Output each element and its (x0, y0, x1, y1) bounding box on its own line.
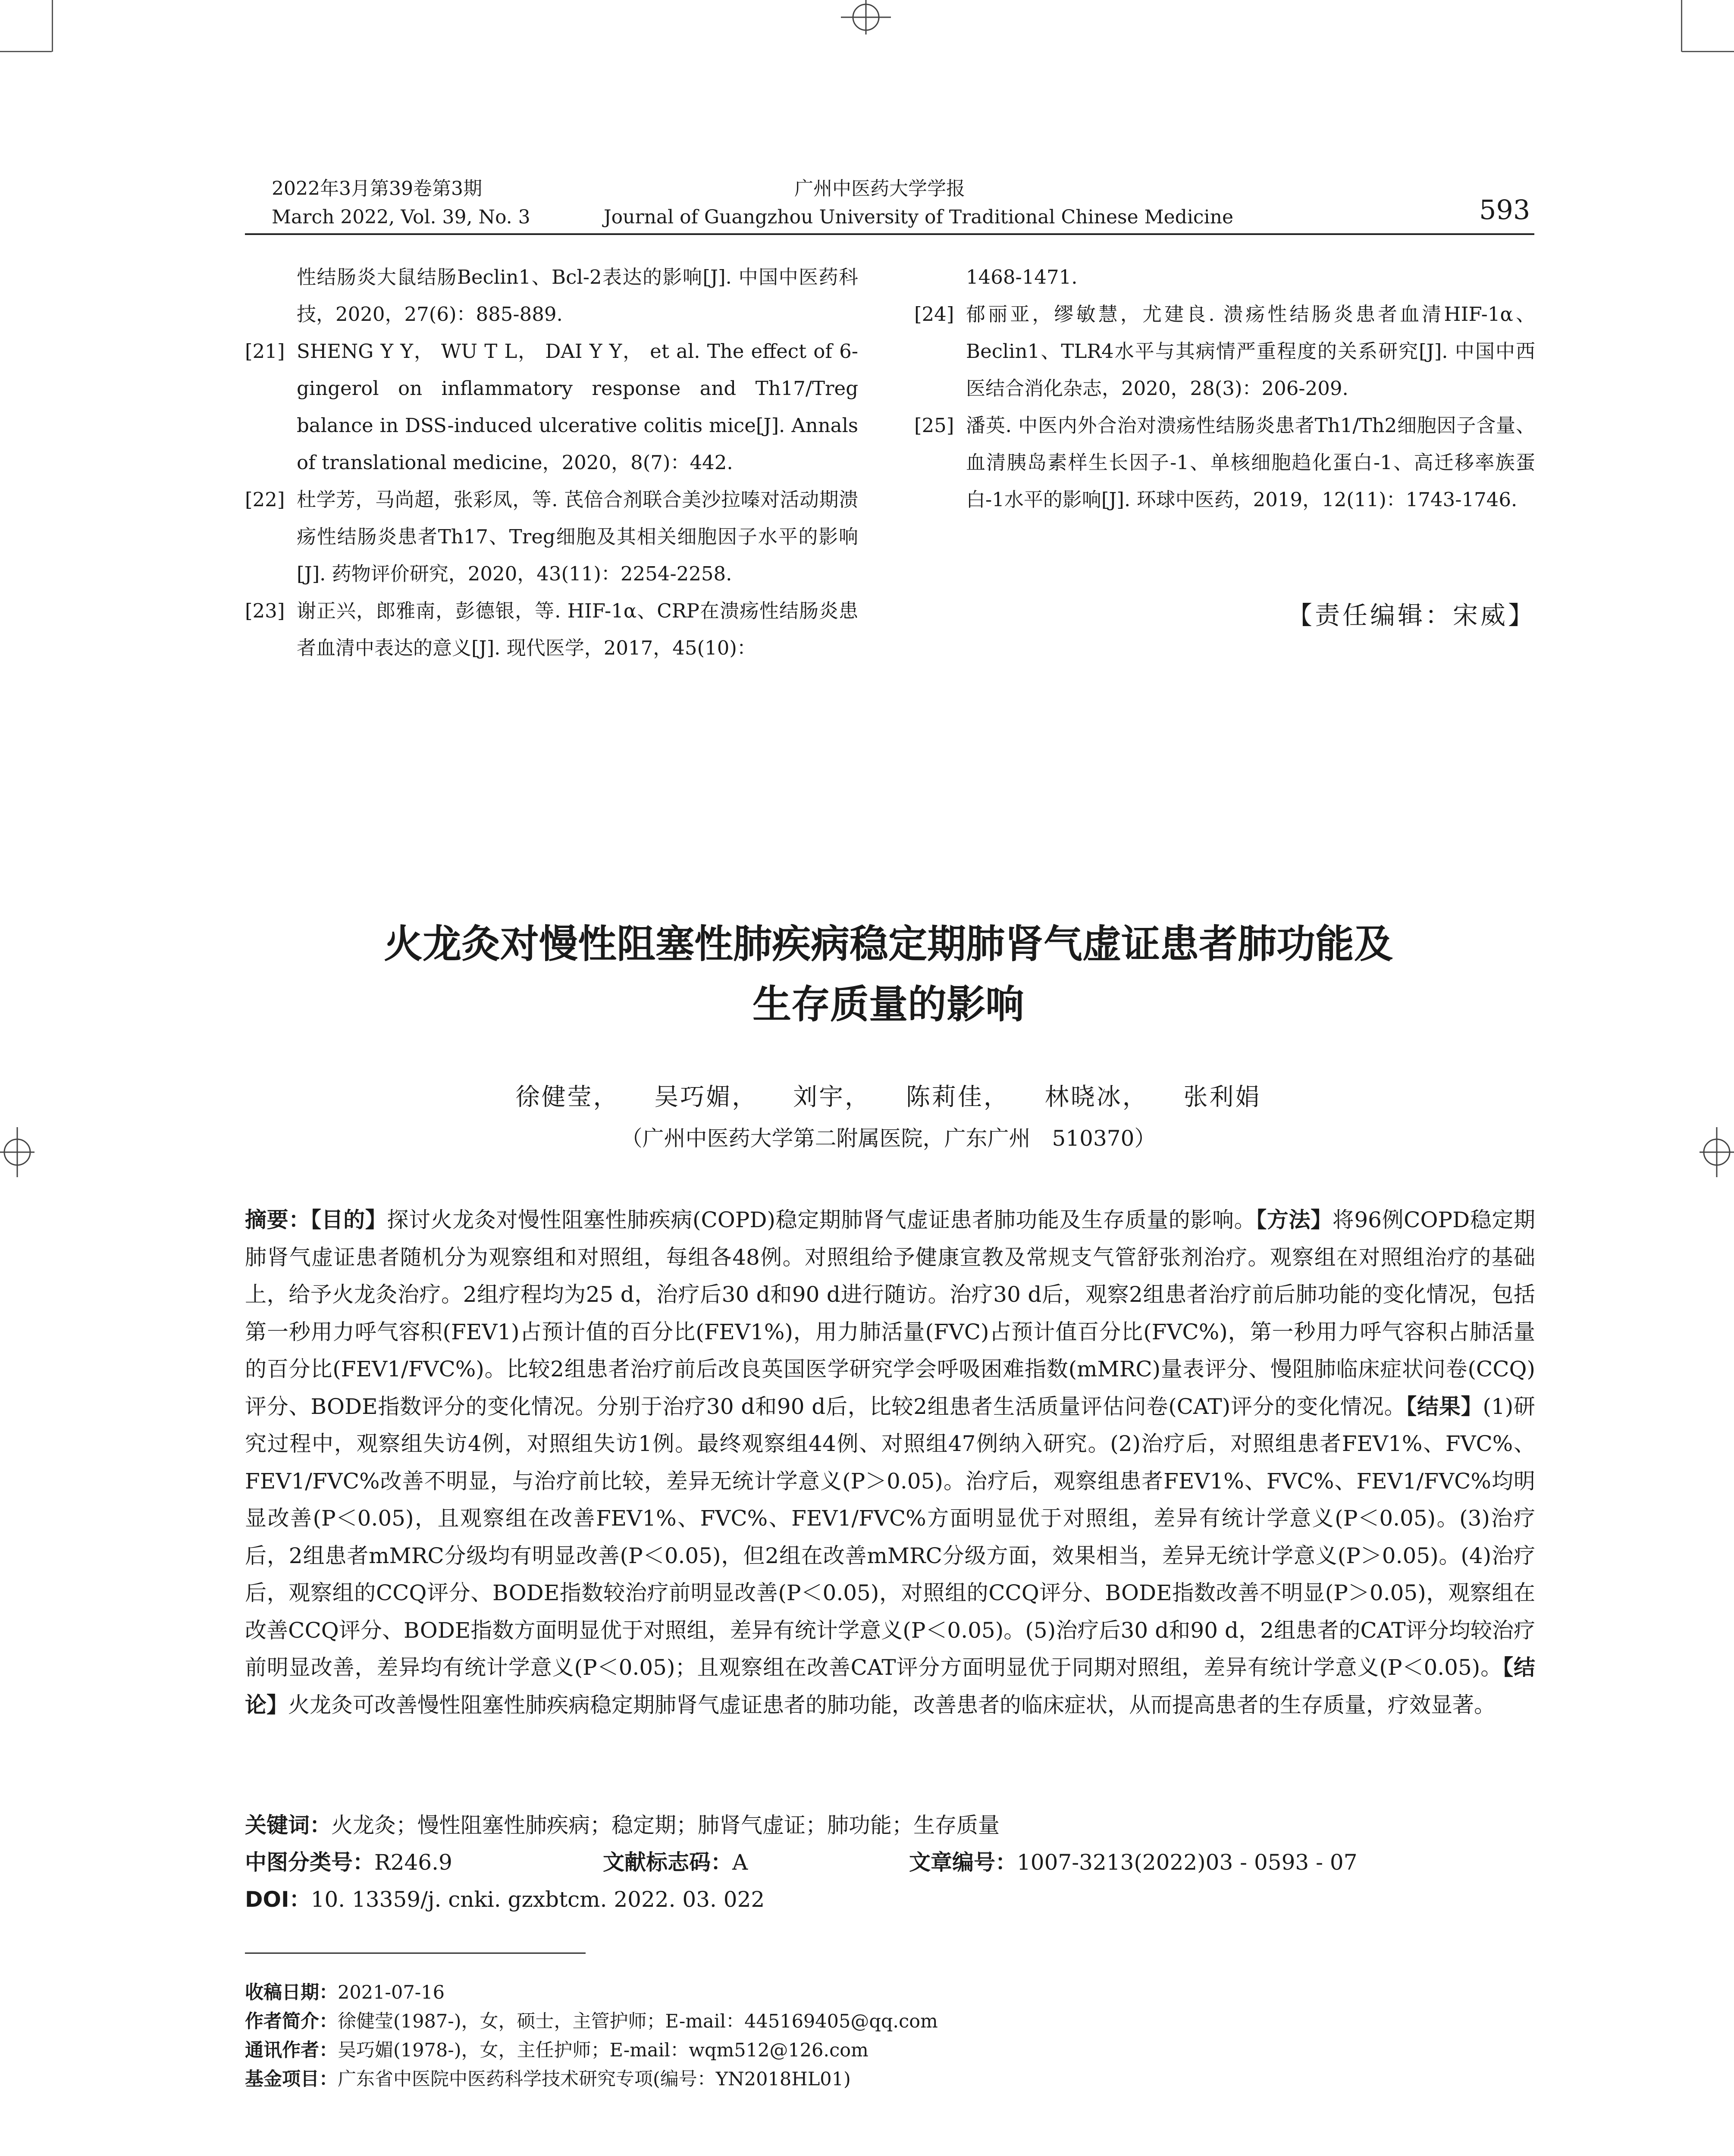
reference-number: [24] (914, 303, 954, 326)
reference-text: 杜学芳，马尚超，张彩凤，等. 芪倍合剂联合美沙拉嗪对活动期溃疡性结肠炎患者Th17、Treg细胞及其相关细胞因子水平的影响[J]. 药物评价研究，2020，43(11)：2254-2258. (297, 488, 858, 585)
document-code-value: A (732, 1850, 748, 1875)
reference-text: 谢正兴，郎雅南，彭德银，等. HIF-1α、CRP在溃疡性结肠炎患者血清中表达的意义[J]. 现代医学，2017，45(10)： (297, 599, 858, 659)
doi-label: DOI： (245, 1887, 311, 1912)
abstract-method-heading: 【方法】 (1256, 1207, 1333, 1232)
reference-entry (914, 407, 1535, 518)
reference-number: [23] (245, 599, 285, 622)
footnote-author-bio (245, 2007, 1535, 2036)
author-list: 徐健莹， 吴巧媚， 刘宇， 陈莉佳， 林晓冰， 张利娟 (515, 1083, 1261, 1111)
reference-entry (245, 481, 858, 592)
reference-entry (914, 259, 1535, 296)
document-code-label: 文献标志码： (603, 1850, 732, 1875)
doi-value: 10. 13359/j. cnki. gzxbtcm. 2022. 03. 022 (310, 1887, 765, 1912)
footnote-funding-value: 广东省中医院中医药科学技术研究专项(编号：YN2018HL01) (338, 2068, 851, 2090)
abstract-results-heading: 【结果】 (1406, 1394, 1483, 1419)
header-issue (272, 175, 530, 232)
keywords-value: 火龙灸；慢性阻塞性肺疾病；稳定期；肺肾气虚证；肺功能；生存质量 (331, 1813, 1000, 1838)
doi (245, 1881, 1535, 1918)
abstract-conclusion-heading: 【结论】 (245, 1655, 1536, 1717)
header-issue-en: March 2022, Vol. 39, No. 3 (272, 206, 530, 228)
footnote-funding (245, 2065, 1535, 2094)
footnotes (245, 1978, 1535, 2094)
abstract-method: 将96例COPD稳定期肺肾气虚证患者随机分为观察组和对照组，每组各48例。对照组给予健康宣教及常规支气管舒张剂治疗。观察组在对照组治疗的基础上，给予火龙灸治疗。2组疗程均为25 d，治疗后30 d和90 d进行随访。治疗30 d后，观察2组患者治疗前后肺功能的变化情况，包括第一秒用力呼气容积(FEV1)占预计值的百分比(FEV1%)，用力肺活量(FVC)占预计值百分比(FVC%)，第一秒用力呼气容积占肺活量的百分比(FEV1/FVC%)。比较2组患者治疗前后改良英国医学研究学会呼吸困难指数(mMRC)量表评分、慢阻肺临床症状问卷(CCQ)评分、BODE指数评分的变化情况。分别于治疗30 d和90 d后，比较2组患者生活质量评估问卷(CAT)评分的变化情况。 (245, 1207, 1536, 1419)
keywords (245, 1807, 1535, 1844)
classification-label: 中图分类号： (245, 1850, 374, 1875)
responsible-editor: 【责任编辑：宋威】 (1287, 601, 1536, 630)
footnote-corresponding (245, 2036, 1535, 2065)
footnote-author-bio-value: 徐健莹(1987-)，女，硕士，主管护师；E-mail：445169405@qq.com (338, 2011, 938, 2032)
article-number-value: 1007-3213(2022)03 - 0593 - 07 (1017, 1850, 1358, 1875)
reference-entry (914, 296, 1535, 407)
footnote-received (245, 1978, 1535, 2007)
footnote-received-label: 收稿日期： (245, 1982, 338, 2003)
classification (245, 1844, 452, 1881)
article-number-label: 文章编号： (909, 1850, 1017, 1875)
references-left-column (245, 259, 858, 667)
reference-number: [21] (245, 340, 285, 363)
registration-mark-left (0, 1127, 50, 1177)
footnote-received-value: 2021-07-16 (338, 1982, 445, 2003)
reference-number: [25] (914, 414, 954, 437)
article-title (241, 914, 1535, 1035)
header-journal-en: Journal of Guangzhou University of Traditional Chinese Medicine (604, 206, 1234, 228)
header-journal-cn: 广州中医药大学学报 (794, 178, 965, 200)
classification-value: R246.9 (374, 1850, 452, 1875)
abstract-results: (1)研究过程中，观察组失访4例，对照组失访1例。最终观察组44例、对照组47例纳入研究。(2)治疗后，对照组患者FEV1%、FVC%、FEV1/FVC%改善不明显，与治疗前比较，差异无统计学意义(P＞0.05)。治疗后，观察组患者FEV1%、FVC%、FEV1/FVC%均明显改善(P＜0.05)，且观察组在改善FEV1%、FVC%、FEV1/FVC%方面明显优于对照组，差异有统计学意义(P＜0.05)。(3)治疗后，2组患者mMRC分级均有明显改善(P＜0.05)，但2组在改善mMRC分级方面，效果相当，差异无统计学意义(P＞0.05)。(4)治疗后，观察组的CCQ评分、BODE指数较治疗前明显改善(P＜0.05)，对照组的CCQ评分、BODE指数改善不明显(P＞0.05)，观察组在改善CCQ评分、BODE指数方面明显优于对照组，差异有统计学意义(P＜0.05)。(5)治疗后30 d和90 d，2组患者的CAT评分均较治疗前明显改善，差异均有统计学意义(P＜0.05)；且观察组在改善CAT评分方面明显优于同期对照组，差异有统计学意义(P＜0.05)。 (245, 1394, 1536, 1680)
article-title-line1: 火龙灸对慢性阻塞性肺疾病稳定期肺肾气虚证患者肺功能及 (384, 921, 1393, 967)
reference-entry (245, 259, 858, 333)
footnote-corresponding-value: 吴巧媚(1978-)，女，主任护师；E-mail：wqm512@126.com (338, 2040, 869, 2061)
crop-mark-top-right (1681, 0, 1682, 52)
reference-entry (245, 333, 858, 481)
footnote-funding-label: 基金项目： (245, 2068, 338, 2090)
keywords-label: 关键词： (245, 1813, 331, 1838)
header-issue-cn: 2022年3月第39卷第3期 (272, 178, 482, 200)
header-journal (604, 175, 1234, 232)
reference-text: 潘英. 中医内外合治对溃疡性结肠炎患者Th1/Th2细胞因子含量、血清胰岛素样生长因子-1、单核细胞趋化蛋白-1、高迁移率族蛋白-1水平的影响[J]. 环球中医药，2019，12(11)：1743-1746. (966, 414, 1535, 511)
abstract-objective-heading: 【目的】 (310, 1207, 387, 1232)
references-right-column (914, 259, 1535, 518)
reference-text: SHENG Y Y， WU T L， DAI Y Y， et al. The effect of 6-gingerol on inflammatory response and Th17/Treg balance in DSS-induced ulcerative colitis mice[J]. Annals of translational medicine，2020，8(7)：442. (297, 340, 858, 474)
article-number (909, 1844, 1358, 1881)
document-code (603, 1844, 748, 1881)
reference-text: 性结肠炎大鼠结肠Beclin1、Bcl-2表达的影响[J]. 中国中医药科技，2020，27(6)：885-889. (297, 266, 858, 326)
article-title-line2: 生存质量的影响 (753, 982, 1024, 1027)
crop-mark-top-left (52, 0, 53, 52)
reference-number: [22] (245, 488, 285, 511)
abstract-conclusion: 火龙灸可改善慢性阻塞性肺疾病稳定期肺肾气虚证患者的肺功能，改善患者的临床症状，从而提高患者的生存质量，疗效显著。 (288, 1692, 1496, 1717)
abstract-label: 摘要： (245, 1207, 310, 1232)
footnote-corresponding-label: 通讯作者： (245, 2040, 338, 2061)
crop-mark-right-top (1682, 51, 1734, 52)
footnote-author-bio-label: 作者简介： (245, 2011, 338, 2032)
header-rule (245, 233, 1534, 235)
reference-text: 郁丽亚，缪敏慧，尤建良. 溃疡性结肠炎患者血清HIF-1α、Beclin1、TLR4水平与其病情严重程度的关系研究[J]. 中国中西医结合消化杂志，2020，28(3)：206-209. (966, 303, 1535, 400)
reference-text: 1468-1471. (966, 266, 1078, 288)
crop-mark-left-top (0, 51, 52, 52)
page-number: 593 (1479, 194, 1530, 226)
registration-mark-top (841, 0, 891, 50)
reference-entry (245, 592, 858, 667)
footnote-rule (245, 1952, 586, 1954)
registration-mark-right (1684, 1127, 1734, 1177)
affiliation: （广州中医药大学第二附属医院，广东广州 510370） (621, 1126, 1156, 1151)
abstract-objective: 探讨火龙灸对慢性阻塞性肺疾病(COPD)稳定期肺肾气虚证患者肺功能及生存质量的影响。 (387, 1207, 1256, 1232)
abstract (245, 1201, 1535, 1724)
